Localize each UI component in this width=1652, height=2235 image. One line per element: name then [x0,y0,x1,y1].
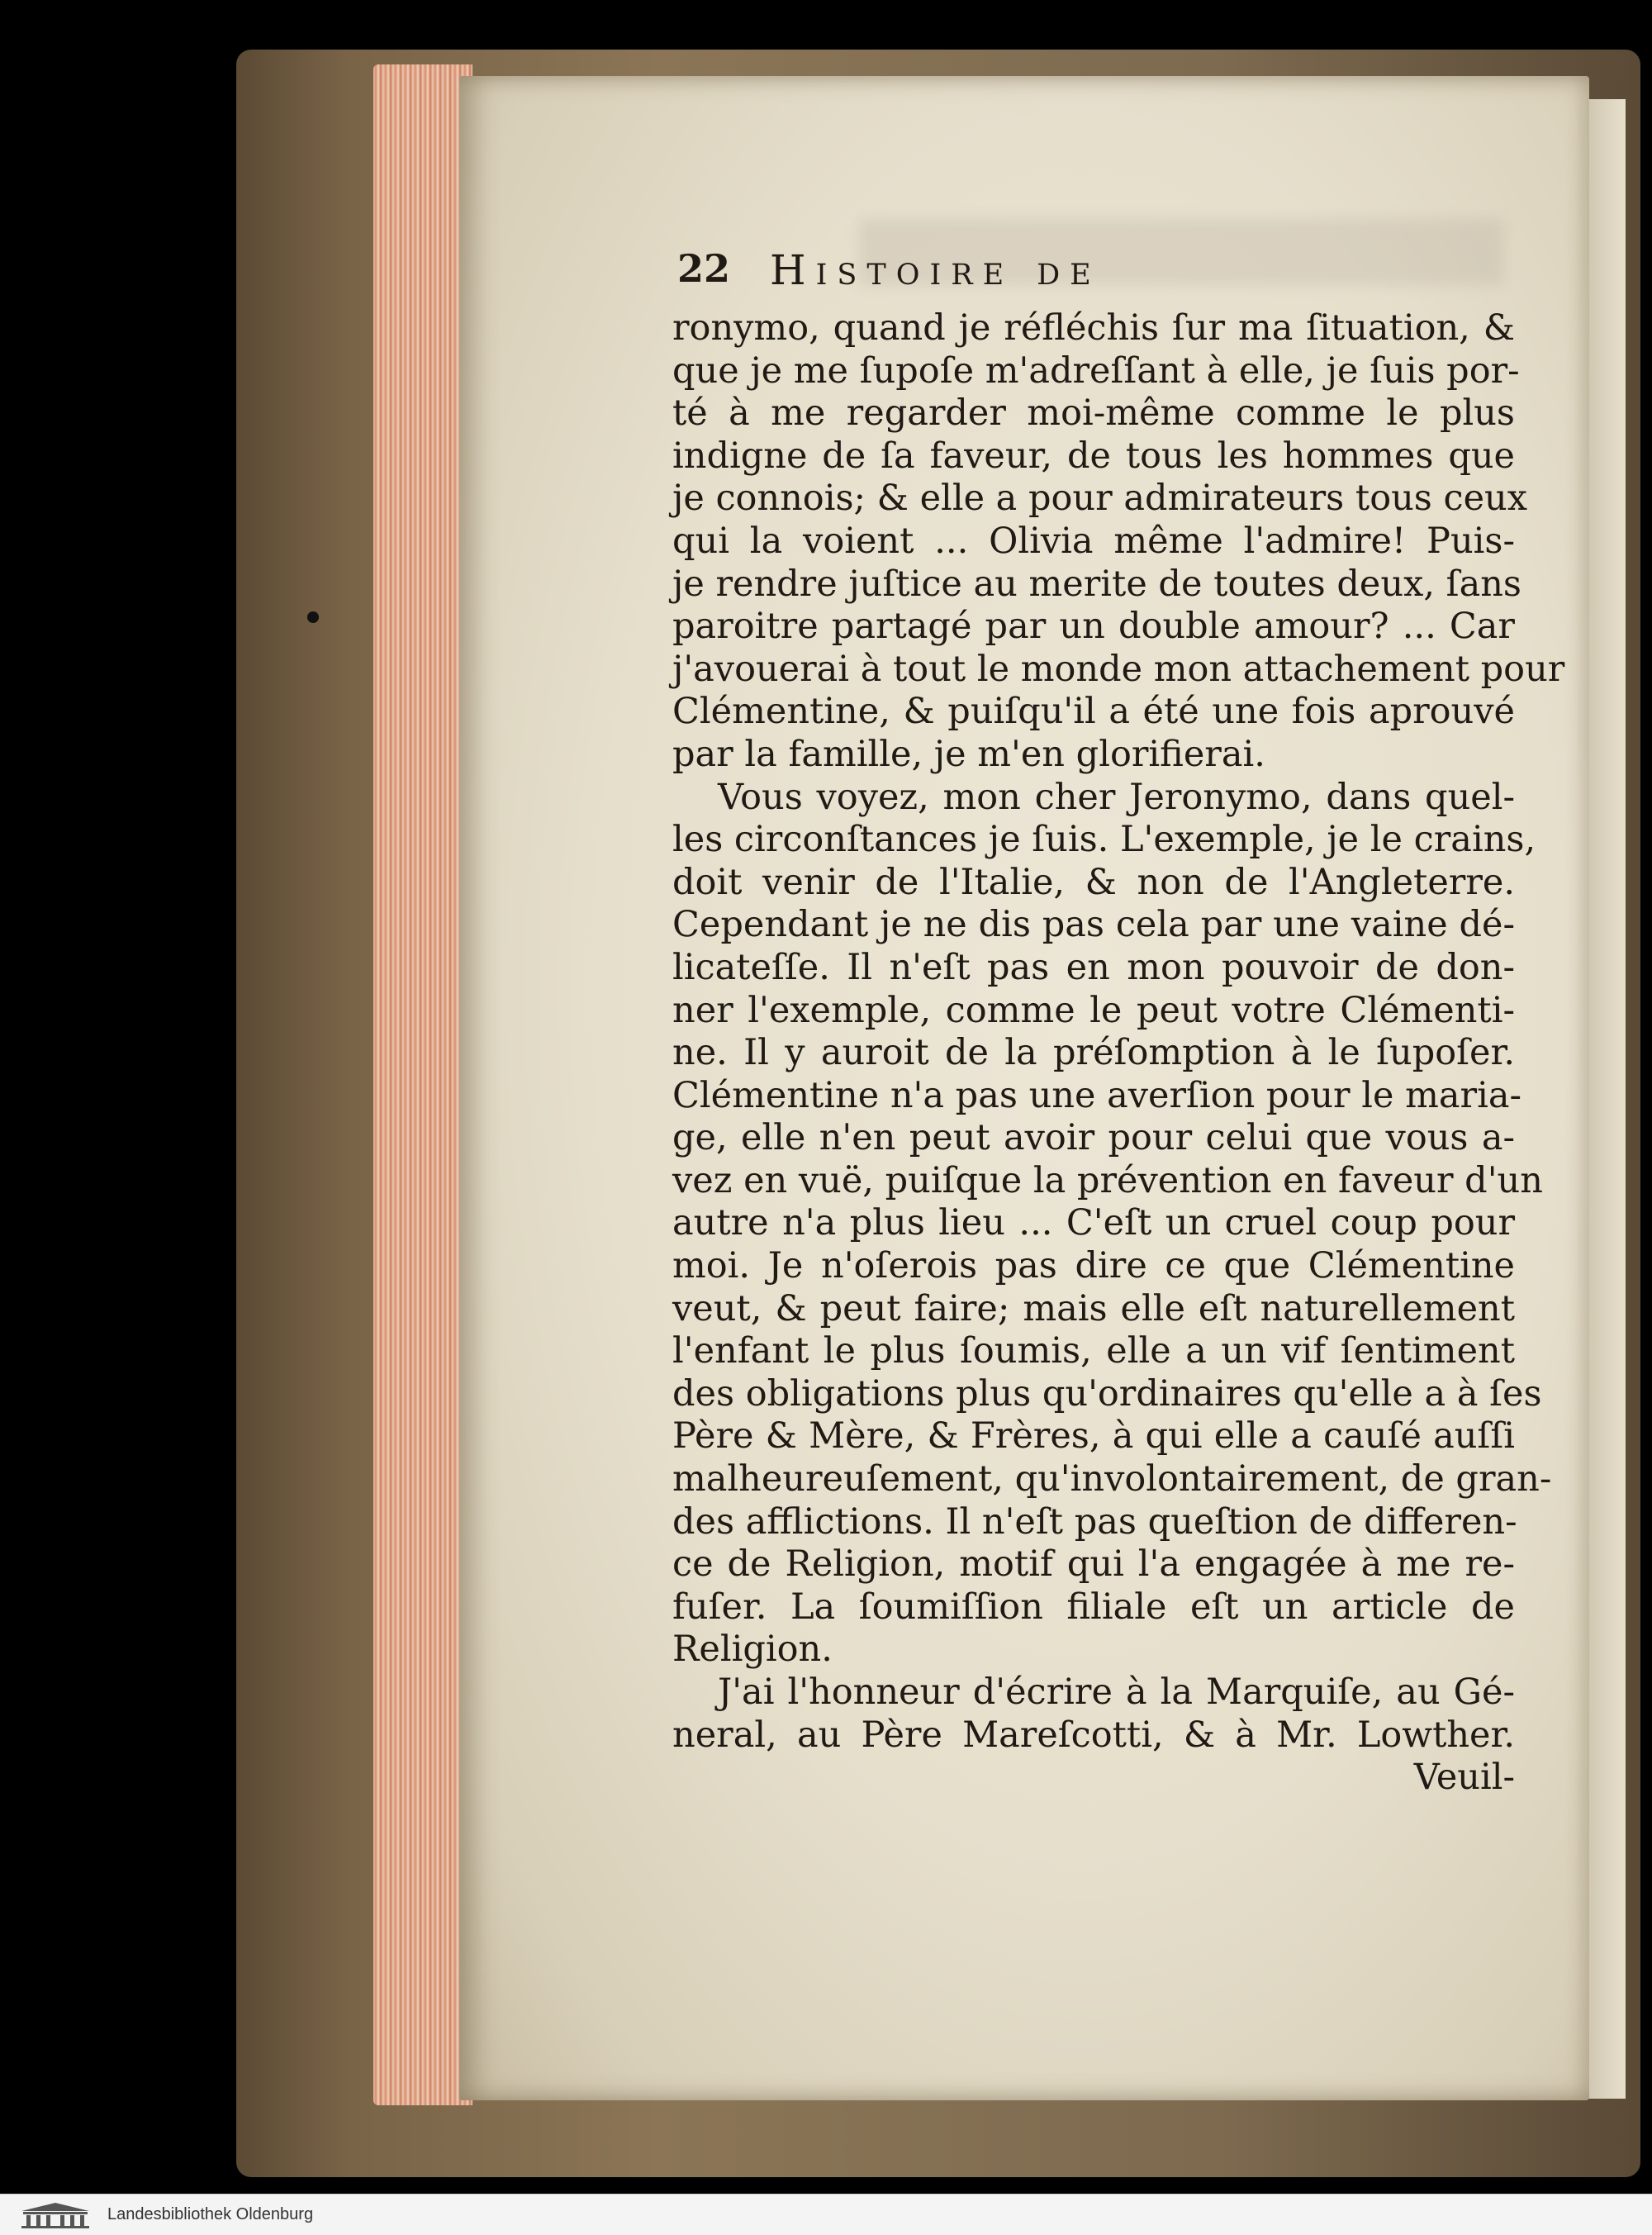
text-line: malheureuſement, qu'involontairement, de gran- [672,1458,1552,1500]
text-line: ne. Il y auroit de la préſomption à le ſupoſer. [672,1032,1515,1074]
text-line: ronymo, quand je réfléchis ſur ma ſituation, & [672,307,1515,349]
text-line: Cependant je ne dis pas cela par une vaine dé- [672,904,1515,946]
text-line: moi. Je n'oſerois pas dire ce que Clémentine [672,1245,1515,1287]
text-line: doit venir de l'Italie, & non de l'Angleterre. [672,861,1515,903]
text-line: vez en vuë, puiſque la prévention en faveur d'un [672,1159,1543,1201]
library-building-icon [18,2201,93,2229]
text-line: paroitre partagé par un double amour? ... Car [672,606,1515,648]
text-line: té à me regarder moi-même comme le plus [672,392,1515,435]
text-line: qui la voient ... Olivia même l'admire! Puis- [672,520,1515,562]
running-head: Histoire de [770,246,1101,294]
catchword: Veuil- [1413,1757,1515,1799]
text-line: indigne de ſa faveur, de tous les hommes que [672,435,1515,477]
text-line: que je me ſupoſe m'adreſſant à elle, je ſuis por- [672,350,1520,392]
page-header [677,246,1520,304]
text-line: neral, au Père Mareſcotti, & à Mr. Lowther. [672,1714,1515,1756]
text-line: Père & Mère, & Frères, à qui elle a cauſé auſſi [672,1415,1515,1458]
text-line: ner l'exemple, comme le peut votre Clémenti- [672,989,1515,1031]
text-line: fuſer. La ſoumiſſion filiale eſt un article de [672,1586,1515,1628]
text-line: Clémentine n'a pas une averſion pour le maria- [672,1074,1522,1116]
page-edges [373,64,472,2105]
text-line: les circonſtances je ſuis. L'exemple, je le crains, [672,819,1536,861]
text-line: Religion. [672,1629,833,1671]
text-line: ce de Religion, motif qui l'a engagée à me re- [672,1543,1515,1586]
viewer-footer [0,2194,1652,2235]
text-line: licateſſe. Il n'eſt pas en mon pouvoir de don- [672,946,1515,988]
text-line: Vous voyez, mon cher Jeronymo, dans quel- [718,776,1515,818]
text-line: je connois; & elle a pour admirateurs tous ceux [672,478,1527,520]
text-line: autre n'a plus lieu ... C'eſt un cruel coup pour [672,1202,1515,1244]
library-name: Landesbibliothek Oldenburg [107,2205,314,2223]
page-number: 22 [677,246,731,291]
text-line: Clémentine, & puiſqu'il a été une fois aprouvé [672,691,1515,733]
text-line: par la famille, je m'en glorifierai. [672,733,1265,775]
text-line: veut, & peut faire; mais elle eſt naturellement [672,1287,1515,1329]
text-line: J'ai l'honneur d'écrire à la Marquiſe, au Gé- [718,1671,1515,1713]
text-line: des obligations plus qu'ordinaires qu'elle a à ſes [672,1372,1542,1415]
text-line: l'enfant le plus ſoumis, elle a un vif ſentiment [672,1330,1515,1372]
text-line: j'avouerai à tout le monde mon attachement pour [672,648,1565,690]
body-text [672,307,1565,1800]
text-line: des afflictions. Il n'eſt pas queſtion de differen- [672,1500,1517,1543]
facing-page-edge [1586,99,1626,2099]
text-line: ge, elle n'en peut avoir pour celui que vous a- [672,1117,1515,1159]
ink-spot [307,611,319,623]
text-line: je rendre juſtice au merite de toutes deux, ſans [672,563,1521,605]
